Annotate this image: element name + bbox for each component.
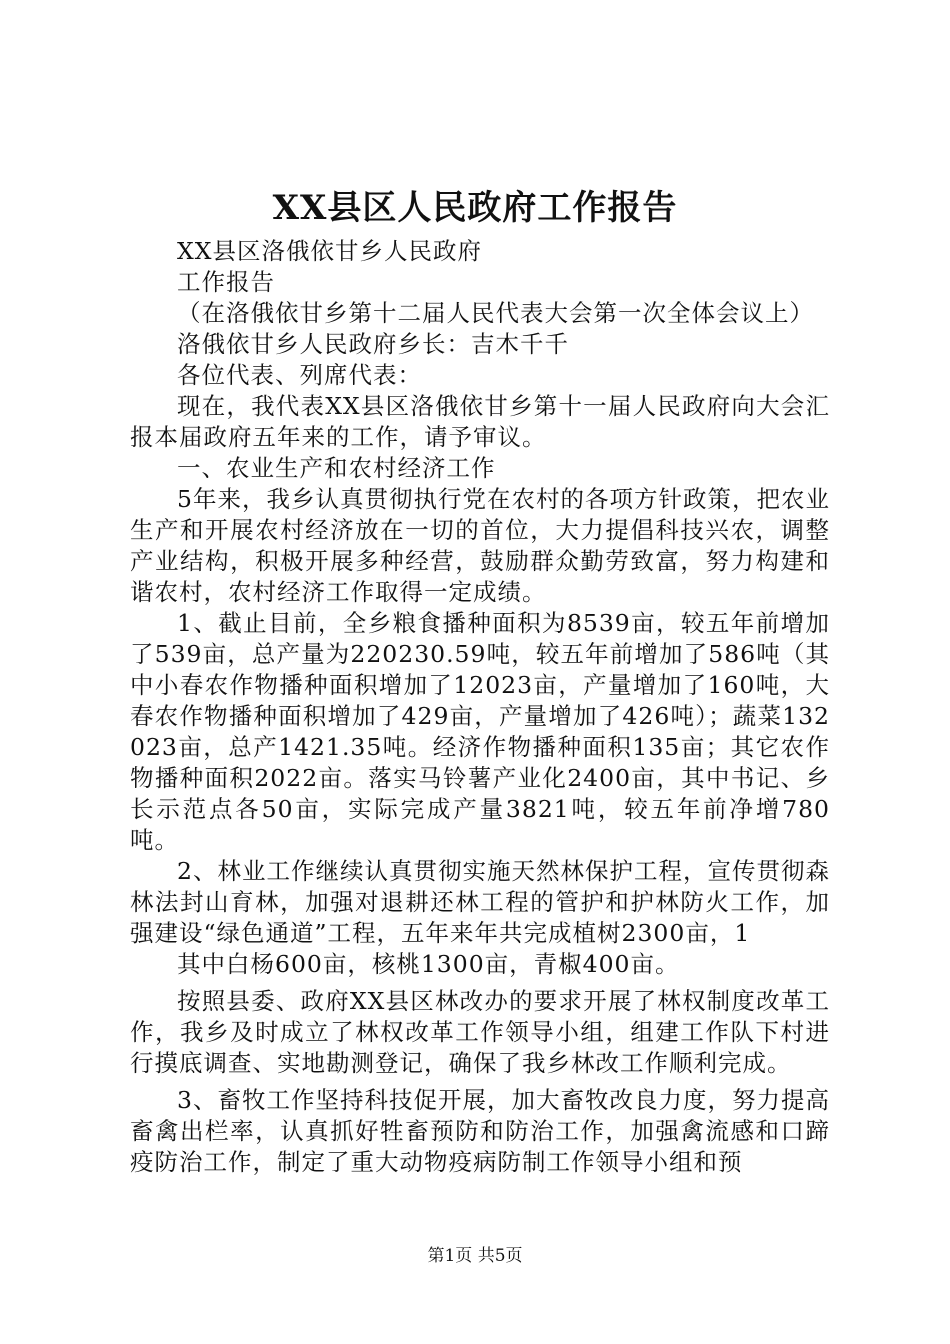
document-title: XX县区人民政府工作报告 <box>272 188 678 228</box>
paragraph-forestry: 2、林业工作继续认真贯彻实施天然林保护工程，宣传贯彻森林法封山育林，加强对退耕还林工程的管护和护林防火工作，加强建设“绿色通道”工程，五年来年共完成植树2300亩，1 <box>130 857 830 947</box>
paragraph-grain: 1、截止目前，全乡粮食播种面积为8539亩，较五年前增加了539亩，总产量为220230.59吨，较五年前增加了586吨（其中小春农作物播种面积增加了12023亩，产量增加了160吨，大春农作物播种面积增加了429亩，产量增加了426吨）；蔬菜132023亩，总产1421.35吨。经济作物播种面积135亩；其它农作物播种面积2022亩。落实马铃薯产业化2400亩，其中书记、乡长示范点各50亩，实际完成产量3821吨，较五年前净增780吨。 <box>130 609 830 854</box>
paragraph-issuer: XX县区洛俄依甘乡人民政府 <box>177 237 482 265</box>
section-heading: 一、农业生产和农村经济工作 <box>177 454 496 482</box>
paragraph-livestock: 3、畜牧工作坚持科技促开展，加大畜牧改良力度，努力提高畜禽出栏率，认真抓好牲畜预防和防治工作，加强禽流感和口蹄疫防治工作，制定了重大动物疫病防制工作领导小组和预 <box>130 1086 830 1176</box>
paragraph-agriculture-summary: 5年来，我乡认真贯彻执行党在农村的各项方针政策，把农业生产和开展农村经济放在一切的首位，大力提倡科技兴农，调整产业结构，积极开展多种经营，鼓励群众勤劳致富，努力构建和谐农村，农村经济工作取得一定成绩。 <box>130 485 830 606</box>
page-number-footer: 第1页 共5页 <box>427 1246 523 1266</box>
paragraph-salutation: 各位代表、列席代表： <box>177 361 422 389</box>
paragraph-report-label: 工作报告 <box>177 268 275 296</box>
paragraph-tree-species: 其中白杨600亩，核桃1300亩，青椒400亩。 <box>177 950 680 978</box>
paragraph-speaker: 洛俄依甘乡人民政府乡长：吉木千千 <box>177 330 569 358</box>
paragraph-meeting: （在洛俄依甘乡第十二届人民代表大会第一次全体会议上） <box>177 299 814 327</box>
paragraph-intro: 现在，我代表XX县区洛俄依甘乡第十一届人民政府向大会汇报本届政府五年来的工作，请予审议。 <box>130 392 830 451</box>
paragraph-forest-reform: 按照县委、政府XX县区林改办的要求开展了林权制度改革工作，我乡及时成立了林权改革工作领导小组，组建工作队下村进行摸底调查、实地勘测登记，确保了我乡林改工作顺利完成。 <box>130 987 830 1077</box>
document-body <box>130 236 830 1178</box>
